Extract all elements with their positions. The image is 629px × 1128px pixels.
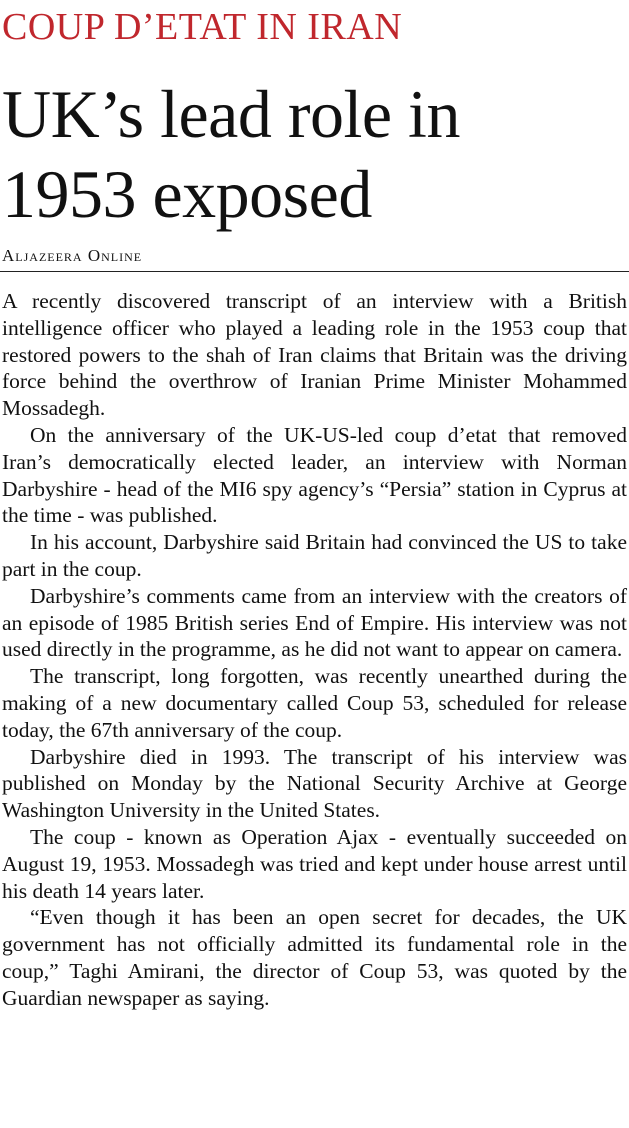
- paragraph: A recently discovered transcript of an interview with a British intelligence officer who played a leading role in the 1953 coup that restored powers to the shah of Iran claims that Britain was the driving force behind the overthrow of Iranian Prime Minister Mohammed Mossadegh.: [2, 289, 627, 421]
- paragraph: On the anniversary of the UK-US-led coup d’etat that removed Iran’s democratically elected leader, an interview with Norman Darbyshire - head of the MI6 spy agency’s “Persia” station in Cyprus at the time - was published.: [2, 422, 627, 528]
- headline-line-1: UK’s lead role in: [2, 76, 460, 152]
- headline-line-2: 1953 exposed: [2, 156, 372, 232]
- paragraph: Darbyshire’s comments came from an interview with the creators of an episode of 1985 British series End of Empire. His interview was not used directly in the programme, as he did not want to appear on camera.: [2, 583, 627, 662]
- paragraph: In his account, Darbyshire said Britain had convinced the US to take part in the coup.: [2, 530, 627, 581]
- paragraph: The transcript, long forgotten, was recently unearthed during the making of a new documentary called Coup 53, scheduled for release today, the 67th anniversary of the coup.: [2, 664, 627, 742]
- article-body: [2, 288, 627, 1012]
- paragraph: “Even though it has been an open secret for decades, the UK government has not officially admitted its fundamental role in the coup,” Taghi Amirani, the director of Coup 53, was quoted by the Guardian newspaper as saying.: [2, 905, 627, 1010]
- paragraph: The coup - known as Operation Ajax - eventually succeeded on August 19, 1953. Mossadegh was tried and kept under house arrest until his death 14 years later.: [2, 824, 627, 903]
- byline: Aljazeera Online: [2, 246, 143, 265]
- headline: [2, 74, 627, 234]
- byline-divider: [0, 271, 629, 272]
- section-kicker: COUP D’ETAT IN IRAN: [2, 6, 403, 48]
- paragraph: Darbyshire died in 1993. The transcript of his interview was published on Monday by the National Security Archive at George Washington University in the United States.: [2, 744, 627, 823]
